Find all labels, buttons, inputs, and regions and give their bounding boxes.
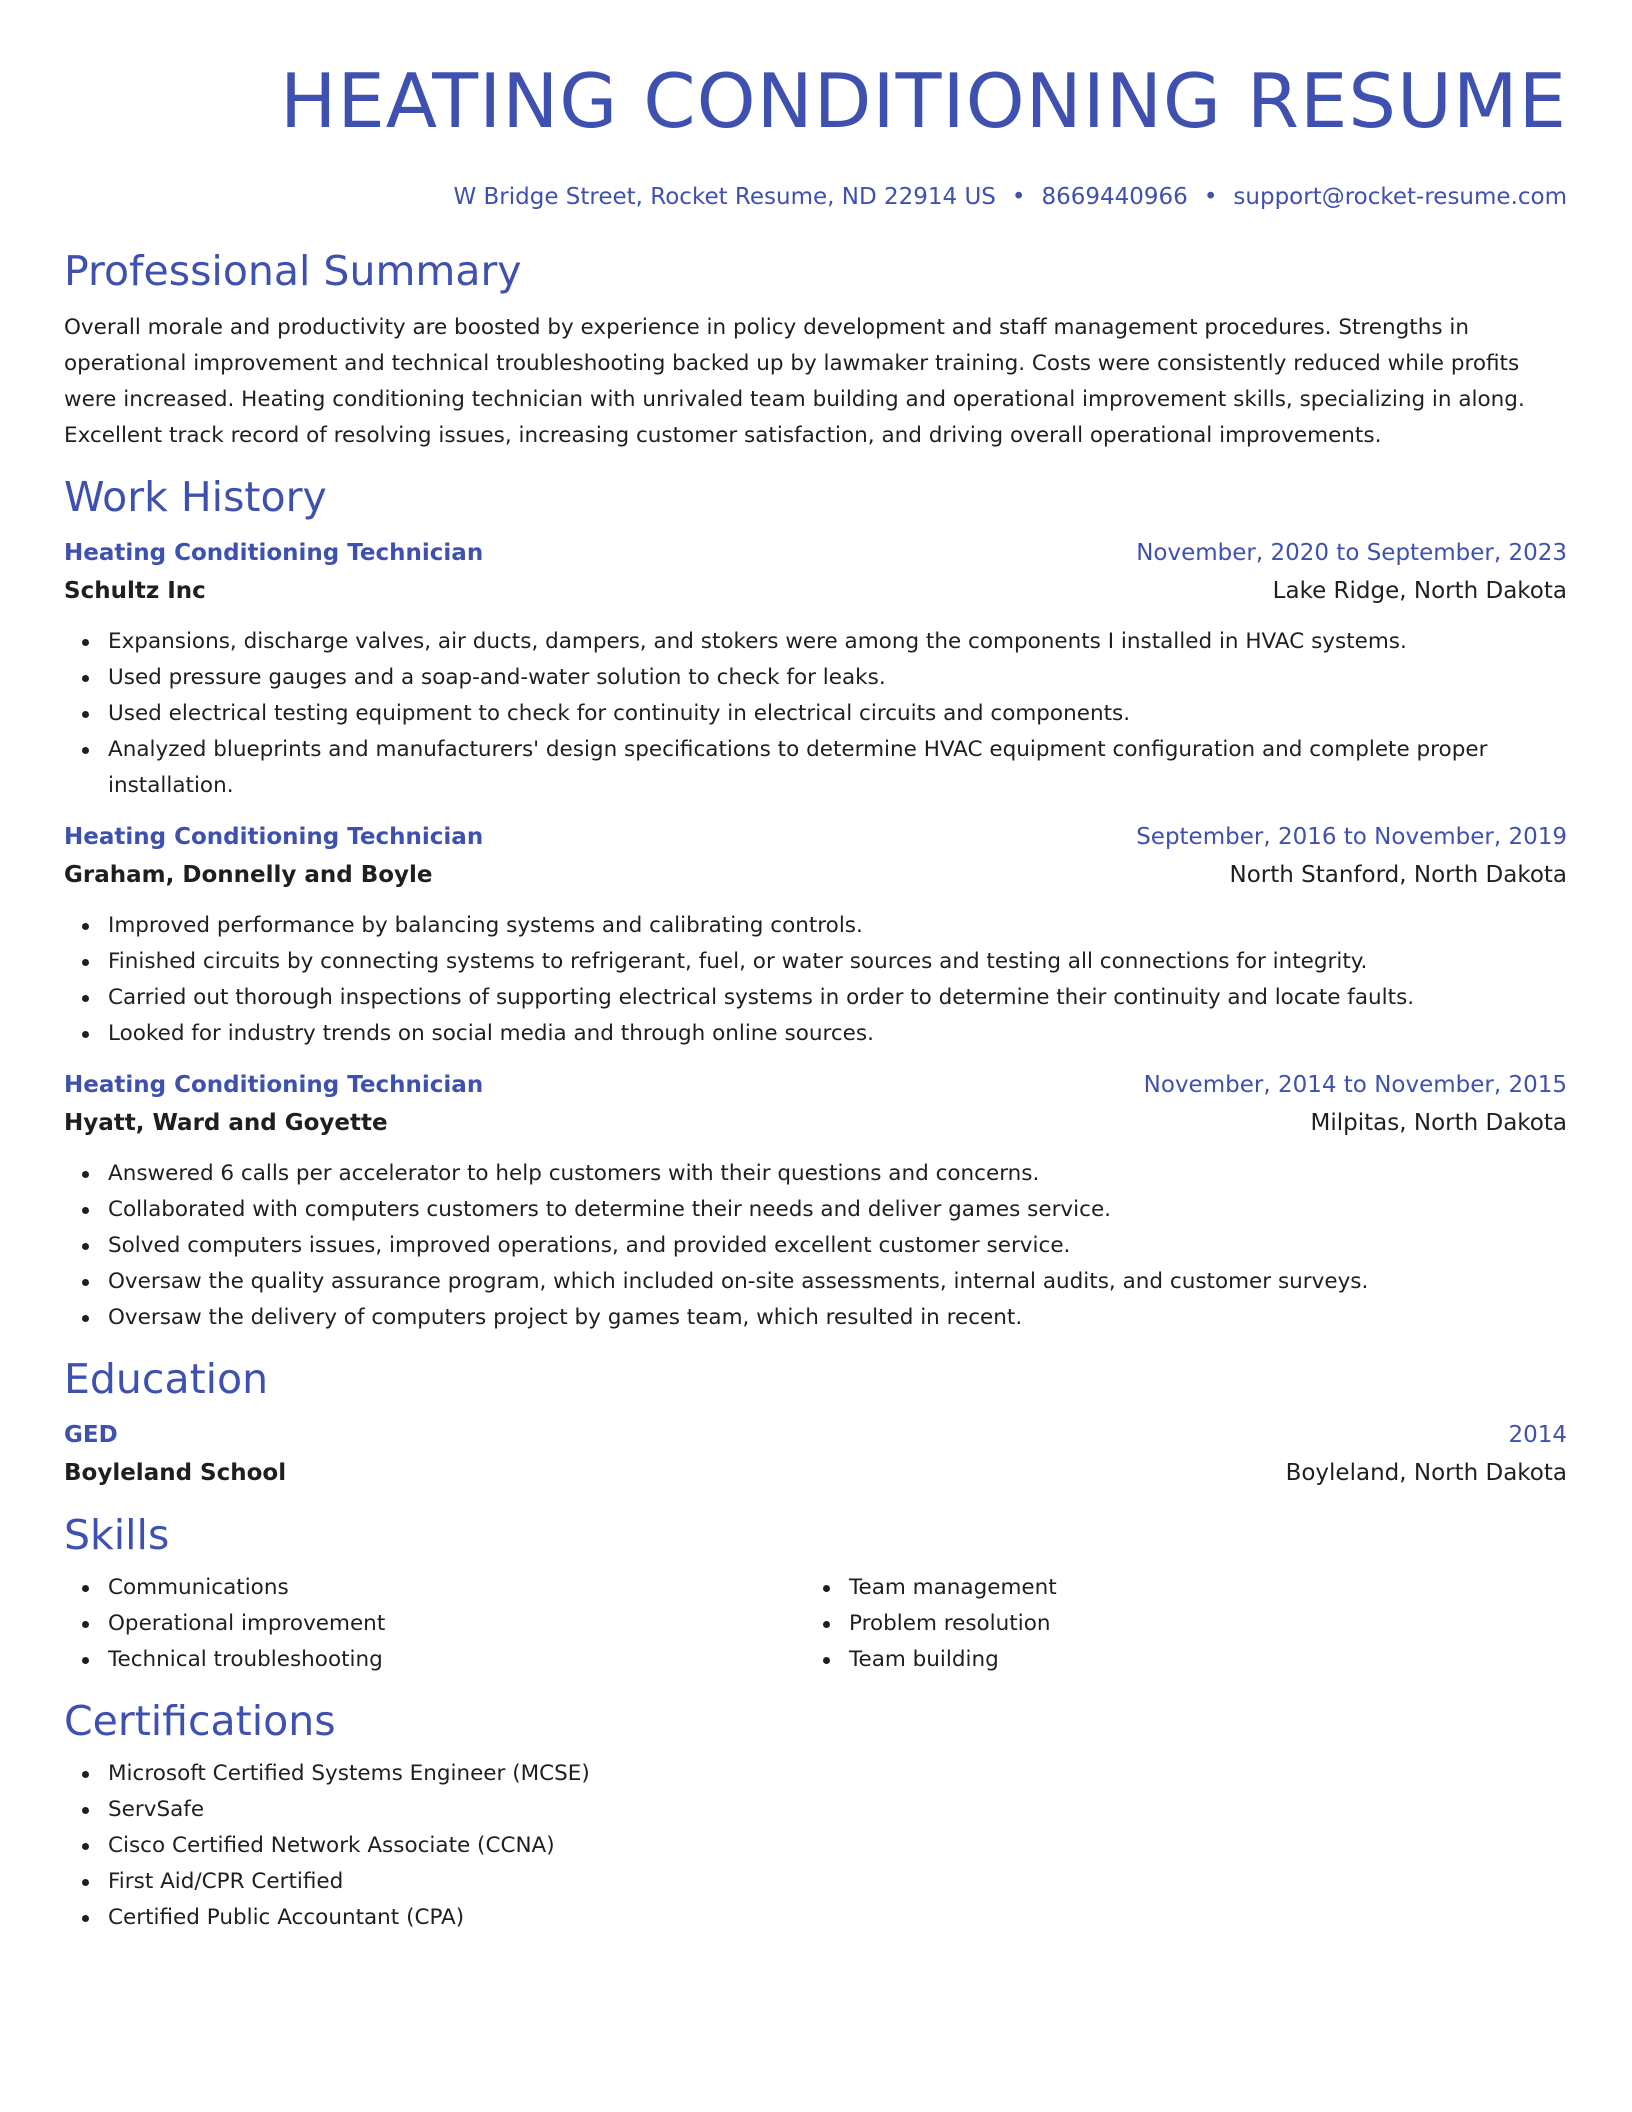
skill-item: Operational improvement <box>108 1606 805 1642</box>
job-dates: September, 2016 to November, 2019 <box>1136 824 1567 850</box>
job-entry <box>64 1066 1567 1336</box>
job-title: Heating Conditioning Technician <box>64 1072 484 1098</box>
list-item: Used electrical testing equipment to check for continuity in electrical circuits and components. <box>108 696 1567 732</box>
resume-title: HEATING CONDITIONING RESUME <box>280 57 1567 145</box>
skill-item: Team building <box>849 1642 1546 1678</box>
job-bullets <box>64 624 1567 804</box>
job-entry <box>64 534 1567 804</box>
list-item: Used pressure gauges and a soap-and-water solution to check for leaks. <box>108 660 1567 696</box>
list-item: Analyzed blueprints and manufacturers' design specifications to determine HVAC equipment configuration and complete proper installation. <box>108 732 1567 804</box>
skills-heading: Skills <box>64 1511 170 1559</box>
list-item: Answered 6 calls per accelerator to help customers with their questions and concerns. <box>108 1156 1567 1192</box>
contact-separator: • <box>1011 184 1026 210</box>
job-employer: Schultz Inc <box>64 578 206 604</box>
certifications-list <box>64 1756 1567 1936</box>
job-employer: Graham, Donnelly and Boyle <box>64 862 433 888</box>
list-item: Solved computers issues, improved operations, and provided excellent customer service. <box>108 1228 1567 1264</box>
education-year: 2014 <box>1508 1422 1567 1448</box>
certifications-heading: Certifications <box>64 1697 336 1745</box>
job-location: Milpitas, North Dakota <box>1310 1110 1567 1136</box>
list-item: Expansions, discharge valves, air ducts, dampers, and stokers were among the components I installed in HVAC systems. <box>108 624 1567 660</box>
list-item: Oversaw the quality assurance program, which included on-site assessments, internal audits, and customer surveys. <box>108 1264 1567 1300</box>
certification-item: Certified Public Accountant (CPA) <box>108 1900 1567 1936</box>
skill-item: Technical troubleshooting <box>108 1642 805 1678</box>
education-entry <box>64 1416 1567 1492</box>
job-location: North Stanford, North Dakota <box>1229 862 1567 888</box>
work-history-heading: Work History <box>64 473 327 521</box>
contact-address: W Bridge Street, Rocket Resume, ND 22914 US <box>453 184 996 210</box>
job-employer: Hyatt, Ward and Goyette <box>64 1110 388 1136</box>
list-item: Collaborated with computers customers to determine their needs and deliver games service. <box>108 1192 1567 1228</box>
list-item: Finished circuits by connecting systems to refrigerant, fuel, or water sources and testing all connections for integrity. <box>108 944 1567 980</box>
contact-line <box>64 182 1567 212</box>
certification-item: Cisco Certified Network Associate (CCNA) <box>108 1828 1567 1864</box>
certification-item: First Aid/CPR Certified <box>108 1864 1567 1900</box>
contact-email[interactable]: support@rocket-resume.com <box>1233 184 1567 210</box>
education-degree: GED <box>64 1422 118 1448</box>
list-item: Carried out thorough inspections of supporting electrical systems in order to determine their continuity and locate faults. <box>108 980 1567 1016</box>
education-school: Boyleland School <box>64 1460 287 1486</box>
education-location: Boyleland, North Dakota <box>1285 1460 1567 1486</box>
skills-column-right <box>805 1570 1546 1678</box>
skill-item: Problem resolution <box>849 1606 1546 1642</box>
contact-phone: 8669440966 <box>1041 184 1188 210</box>
job-title: Heating Conditioning Technician <box>64 824 484 850</box>
resume-page <box>64 52 1567 1936</box>
contact-separator: • <box>1203 184 1218 210</box>
job-dates: November, 2014 to November, 2015 <box>1143 1072 1567 1098</box>
summary-text: Overall morale and productivity are boosted by experience in policy development and staff management procedures. Strengths in operational improvement and technical troubleshooting backed up by lawmaker training. Costs were consistently reduced while profits were increased. Heating conditioning technician with unrivaled team building and operational improvement skills, specializing in along. Excellent track record of resolving issues, increasing customer satisfaction, and driving overall operational improvements. <box>64 315 1525 448</box>
job-bullets <box>64 908 1567 1052</box>
job-bullets <box>64 1156 1567 1336</box>
summary-heading: Professional Summary <box>64 247 522 295</box>
certification-item: ServSafe <box>108 1792 1567 1828</box>
job-dates: November, 2020 to September, 2023 <box>1136 540 1567 566</box>
job-location: Lake Ridge, North Dakota <box>1272 578 1567 604</box>
job-entry <box>64 818 1567 1052</box>
list-item: Oversaw the delivery of computers project by games team, which resulted in recent. <box>108 1300 1567 1336</box>
job-title: Heating Conditioning Technician <box>64 540 484 566</box>
skill-item: Communications <box>108 1570 805 1606</box>
list-item: Looked for industry trends on social media and through online sources. <box>108 1016 1567 1052</box>
education-heading: Education <box>64 1355 269 1403</box>
list-item: Improved performance by balancing systems and calibrating controls. <box>108 908 1567 944</box>
certification-item: Microsoft Certified Systems Engineer (MCSE) <box>108 1756 1567 1792</box>
skill-item: Team management <box>849 1570 1546 1606</box>
skills-column-left <box>64 1570 805 1678</box>
skills-grid <box>64 1570 1567 1678</box>
